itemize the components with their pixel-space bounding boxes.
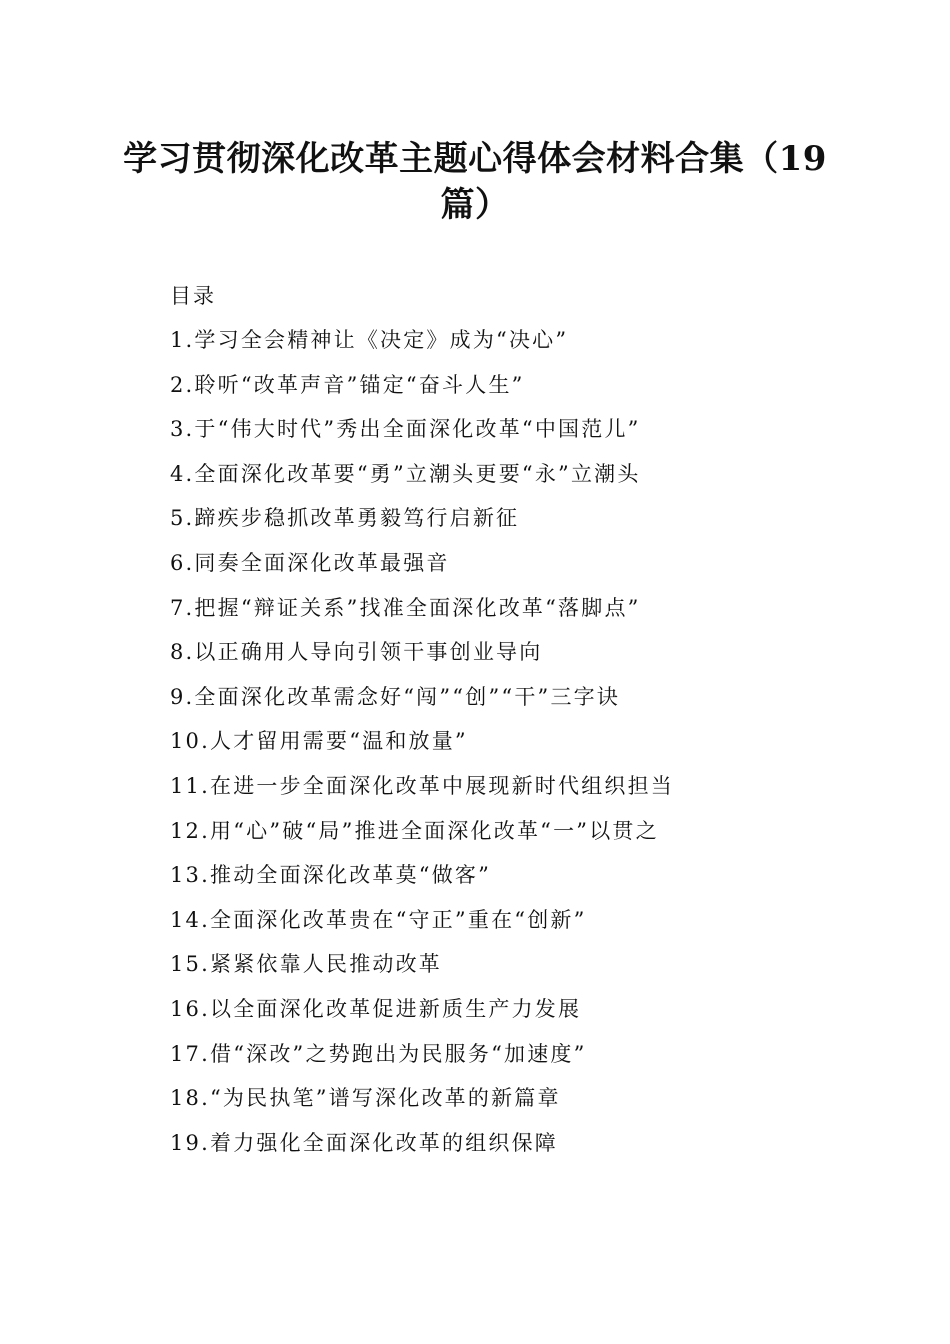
toc-item: 10.人才留用需要“温和放量” [170,729,468,754]
toc-item: 14.全面深化改革贵在“守正”重在“创新” [170,907,587,932]
toc-item: 16.以全面深化改革促进新质生产力发展 [170,996,582,1021]
toc-item: 7.把握“辩证关系”找准全面深化改革“落脚点” [170,595,641,620]
toc-item: 3.于“伟大时代”秀出全面深化改革“中国范儿” [170,417,641,442]
toc-item: 13.推动全面深化改革莫“做客” [170,863,492,888]
toc-item: 15.紧紧依靠人民推动改革 [170,952,442,977]
toc-item: 12.用“心”破“局”推进全面深化改革“一”以贯之 [170,818,659,843]
table-of-contents [170,278,870,1169]
toc-item: 18.“为民执笔”谱写深化改革的新篇章 [170,1086,561,1111]
toc-item: 9.全面深化改革需念好“闯”“创”“干”三字诀 [170,684,621,709]
toc-heading: 目录 [170,284,216,308]
toc-item: 2.聆听“改革声音”锚定“奋斗人生” [170,372,525,397]
document-title: 学习贯彻深化改革主题心得体会材料合集（19篇） [123,139,827,225]
toc-item: 19.着力强化全面深化改革的组织保障 [170,1130,558,1155]
toc-item: 5.蹄疾步稳抓改革勇毅笃行启新征 [170,506,520,531]
toc-item: 11.在进一步全面深化改革中展现新时代组织担当 [170,773,674,798]
toc-list [170,322,870,1169]
toc-item: 8.以正确用人导向引领干事创业导向 [170,640,543,665]
toc-item: 4.全面深化改革要“勇”立潮头更要“永”立潮头 [170,461,641,486]
toc-item: 1.学习全会精神让《决定》成为“决心” [170,328,569,352]
toc-item: 6.同奏全面深化改革最强音 [170,550,450,575]
toc-item: 17.借“深改”之势跑出为民服务“加速度” [170,1041,587,1066]
